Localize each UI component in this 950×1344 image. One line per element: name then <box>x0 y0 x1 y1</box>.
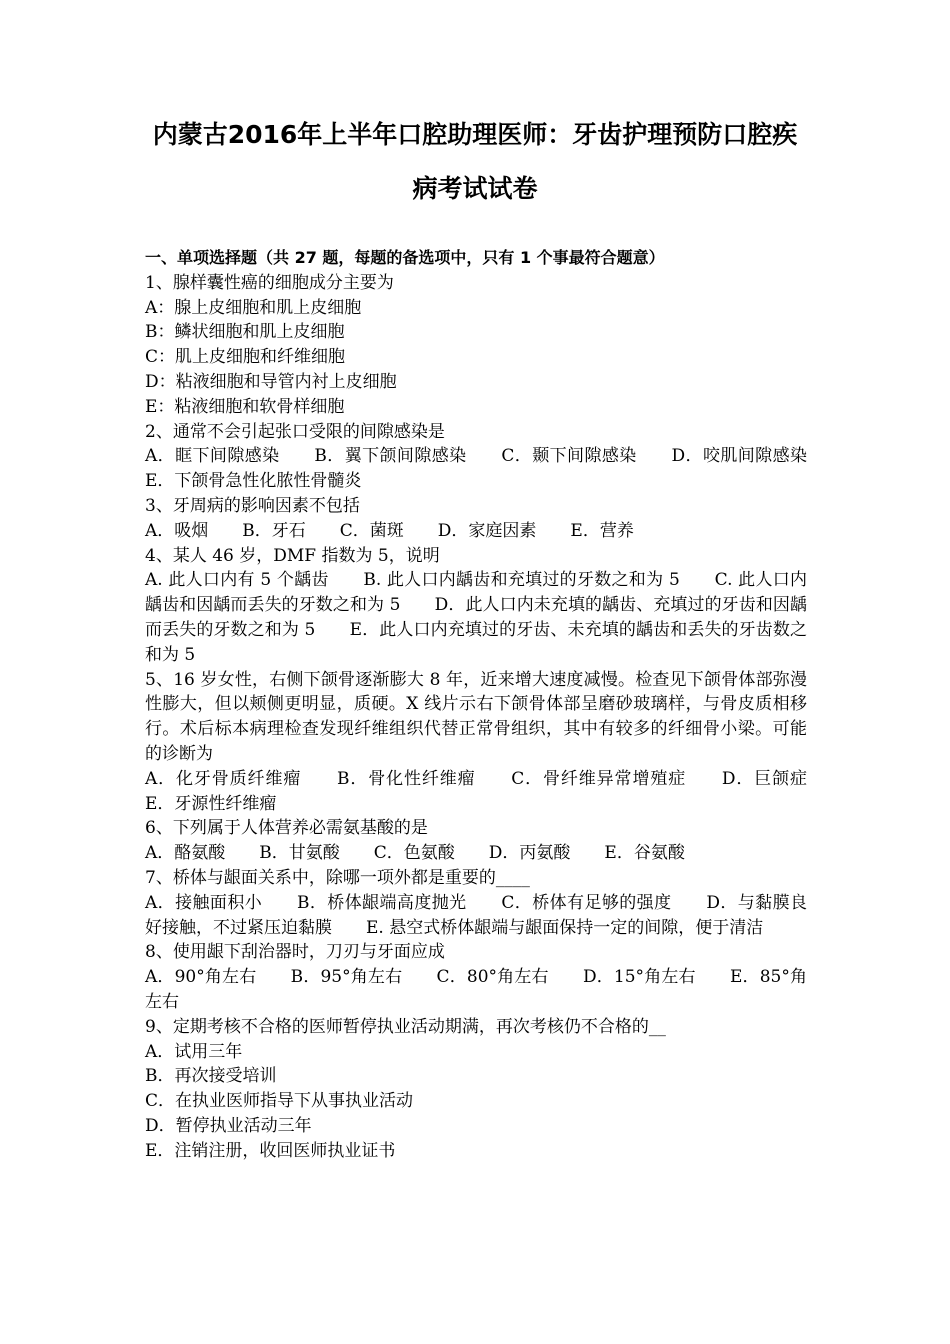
document-body <box>145 246 841 1163</box>
option-b: B．再次接受培训 <box>145 1066 277 1087</box>
question-options: A. 此人口内有 5 个龋齿 B. 此人口内龋齿和充填过的牙数之和为 5 C. 此人口内龋齿和因龋而丢失的牙数之和为 5 D．此人口内未充填的龋齿、充填过的牙齿和因龋而丢失的牙数之和为 5 E．此人口内充填过的牙齿、未充填的龋齿和丢失的牙齿数之和为 5 <box>145 570 807 665</box>
option-a: A．试用三年 <box>145 1041 243 1062</box>
question-3 <box>145 494 807 544</box>
option-c: C．在执业医师指导下从事执业活动 <box>145 1091 414 1112</box>
question-options: A．90°角左右 B．95°角左右 C．80°角左右 D．15°角左右 E．85°角左右 <box>145 967 807 1012</box>
question-1 <box>145 271 807 420</box>
question-9 <box>145 1015 807 1164</box>
question-stem: 3、牙周病的影响因素不包括 <box>145 495 360 516</box>
question-4 <box>145 544 807 668</box>
question-stem: 6、下列属于人体营养必需氨基酸的是 <box>145 818 428 839</box>
option-e: E：粘液细胞和软骨样细胞 <box>145 396 345 417</box>
question-options: A．眶下间隙感染 B．翼下颌间隙感染 C．颞下间隙感染 D．咬肌间隙感染 E．下颌骨急性化脓性骨髓炎 <box>145 446 841 492</box>
question-stem: 4、某人 46 岁，DMF 指数为 5，说明 <box>145 545 440 566</box>
question-stem: 2、通常不会引起张口受限的间隙感染是 <box>145 421 445 442</box>
question-8 <box>145 940 807 1014</box>
option-d: D：粘液细胞和导管内衬上皮细胞 <box>145 371 397 392</box>
question-options: A．接触面积小 B．桥体龈端高度抛光 C．桥体有足够的强度 D．与黏膜良好接触，不过紧压迫黏膜 E. 悬空式桥体龈端与龈面保持一定的间隙，便于清洁 <box>145 892 807 938</box>
question-stem: 7、桥体与龈面关系中，除哪一项外都是重要的____ <box>145 867 530 888</box>
question-stem: 1、腺样囊性癌的细胞成分主要为 <box>145 272 394 293</box>
option-d: D．暂停执业活动三年 <box>145 1115 312 1136</box>
question-options: A．吸烟 B．牙石 C．菌斑 D．家庭因素 E．营养 <box>145 520 634 541</box>
question-stem: 5、16 岁女性，右侧下颌骨逐渐膨大 8 年，近来增大速度减慢。检查见下颌骨体部弥漫性膨大，但以颊侧更明显，质硬。X 线片示右下颌骨体部呈磨砂玻璃样，与骨皮质相移行。术后标本病理检查发现纤维组织代替正常骨组织，其中有较多的纤细骨小梁。可能的诊断为 <box>145 669 807 764</box>
question-5 <box>145 668 841 817</box>
section-heading: 一、单项选择题（共 27 题，每题的备选项中，只有 1 个事最符合题意） <box>145 248 665 267</box>
option-c: C：肌上皮细胞和纤维细胞 <box>145 347 346 368</box>
question-stem: 8、使用龈下刮治器时，刀刃与牙面应成 <box>145 942 445 963</box>
question-7 <box>145 866 807 940</box>
option-b: B：鳞状细胞和肌上皮细胞 <box>145 322 345 343</box>
question-6 <box>145 816 807 866</box>
question-options: A．化牙骨质纤维瘤 B．骨化性纤维瘤 C．骨纤维异常增殖症 D．巨颌症 E．牙源性纤维瘤 <box>145 768 841 814</box>
question-stem: 9、定期考核不合格的医师暂停执业活动期满，再次考核仍不合格的__ <box>145 1016 666 1037</box>
option-a: A：腺上皮细胞和肌上皮细胞 <box>145 297 362 318</box>
question-options: A．酪氨酸 B．甘氨酸 C．色氨酸 D．丙氨酸 E．谷氨酸 <box>145 843 685 864</box>
option-e: E．注销注册，收回医师执业证书 <box>145 1140 396 1161</box>
question-2 <box>145 420 841 494</box>
document-title: 内蒙古2016年上半年口腔助理医师：牙齿护理预防口腔疾病考试试卷 <box>152 120 798 203</box>
